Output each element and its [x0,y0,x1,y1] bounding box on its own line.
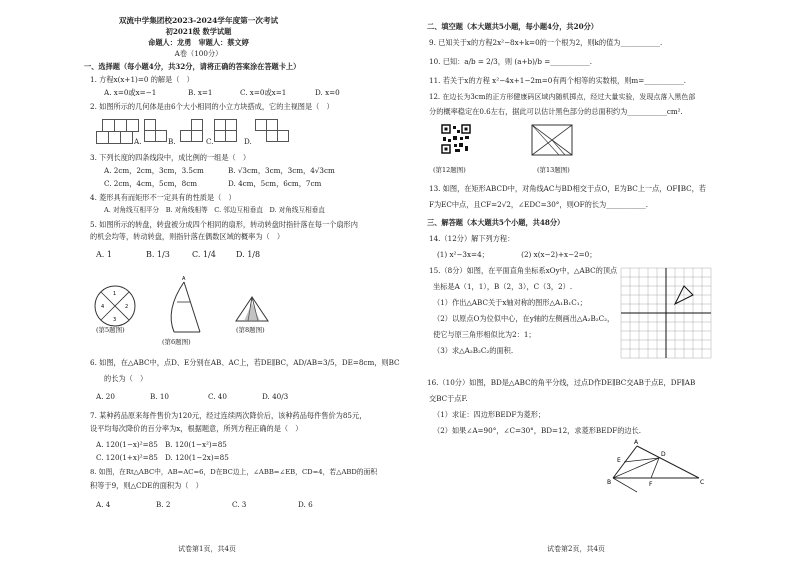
q16-label-a: A [634,439,639,446]
q16-line1: 16.（10分）如图，BD是△ABC的角平分线，过点D作DE∥BC交AB于点E，DF∥AB [427,378,696,387]
q15-line2: 坐标是A（1，1），B（2，3），C（3，2）. [433,282,573,291]
q3-option-d: D. 4cm，5cm，6cm，7cm [228,179,322,188]
q6-stem: 6. 如图，在△ABC中，点D、E分别在AB、AC上，若DE∥BC，AD/AB=3/5，DE=8cm，则BC [90,358,400,367]
q9-text: 9. 已知关于x的方程2x²−8x+k=0的一个根为2，则k的值为___________. [429,38,663,47]
q4-stem: 4. 菱形具有而矩形不一定具有的性质是（ ） [90,193,236,202]
q12-qr-code-figure [441,124,471,154]
q8-option-d: D. 6 [298,500,313,509]
q5-stem-line2: 的机会均等，转动转盘，则指针落在偶数区域的概率为（ ） [90,232,285,241]
q15-line5: 使它与原三角形相似比为2：1； [433,330,536,339]
q5-option-a: A. 1 [96,250,112,259]
q8-option-b: B. 2 [156,500,171,509]
q8-option-c: C. 3 [232,500,247,509]
q6-option-c: C. 40 [208,392,227,401]
q3-option-a: A. 2cm，2cm，3cm，3.5cm [104,166,204,175]
q1-option-a: A. x=0或x=−1 [104,88,157,97]
section2-title: 二、填空题（本大题共5小题，每小题4分，共20分） [427,22,598,31]
q10-text: 10. 已知：a/b = 2/3，则 (a+b)/b =___________. [429,57,593,66]
svg-text:4: 4 [101,304,105,310]
q5-option-d: D. 1/8 [236,250,261,259]
svg-text:2: 2 [125,304,129,310]
q7-options-cd: C. 120(1+x)²=85 D. 120(1−2x)=85 [96,453,229,462]
svg-text:A: A [182,276,186,282]
q15-line3: （1）作出△ABC关于x轴对称的图形△A₁B₁C₁； [433,298,587,307]
q6-triangle-figure [160,276,210,335]
q13-rectangle-figure [529,122,575,158]
right-page [397,0,794,561]
right-page-footer: 试卷第2页，共4页 [547,545,605,553]
q7-stem-line2: 设平均每次降价的百分率为x，根据题意，所列方程正确的是（ ） [90,424,303,433]
q2-option-c: C. [206,137,214,146]
svg-text:3: 3 [113,317,117,323]
q6-option-a: A. 20 [96,392,115,401]
q2-stem: 2. 如图所示的几何体是由6个大小相同的小立方块搭成，它的主视图是（ ） [90,102,334,111]
q13-line2: F为EC中点，且CF=2√2，∠EDC=30°，则OF的长为___________. [429,200,649,209]
q1-option-b: B. x=1 [188,88,213,97]
q16-rhombus-figure [607,440,707,495]
q6-option-d: D. 40/3 [262,392,289,401]
q16-line4: （2）如果∠A=90°，∠C=30°，BD=12，求菱形BEDF的边长. [433,426,642,435]
q14-text: 14.（12分）解下列方程： [429,234,515,243]
q3-option-c: C. 2cm，4cm，5cm，8cm [104,179,198,188]
q16-line3: （1）求证：四边形BEDF为菱形； [433,410,546,419]
q8-caption: (第8题图) [236,326,265,334]
q8-stem-line1: 8. 如图，在Rt△ABC中，AB=AC=6，D在BC边上，∠ABB=∠EB，CD=4，若△ABD的面积 [90,468,378,476]
q6-caption: (第6题图) [162,338,191,346]
q12-line2: 分的概率稳定在0.6左右，据此可以估计黑色部分的总面积约为___________cm². [429,107,683,116]
author-line: 命题人：龙勇 审题人：蔡文婷 [148,38,249,47]
q16-label-e: E [617,457,621,464]
q7-stem-line1: 7. 某种药品原来每件售价为120元，经过连续两次降价后，该种药品每件售价为85元， [90,411,367,420]
paper-label: A卷（100分） [174,49,223,58]
q15-line1: 15.（8分）如图，在平面直角坐标系xOy中，△ABC的顶点 [429,266,618,275]
q8-option-a: A. 4 [96,500,111,509]
section3-title: 三、解答题（本大题共5个小题，共48分） [427,218,565,227]
q16-label-f: F [649,481,653,488]
q15-coordinate-grid-figure [621,268,711,358]
q6-option-b: B. 10 [150,392,169,401]
q14-equations: (1) x²−3x=4； (2) x(x−2)+x−2=0； [437,250,597,259]
q7-options-ab: A. 120(1−x)²=85 B. 120(1−x²)=85 [96,440,227,449]
q13-caption: (第13题图) [537,166,570,174]
q1-option-d: D. x=0 [315,88,340,97]
q5-spinner-figure [92,283,138,329]
school-title: 双流中学集团校2023-2024学年度第一次考试 [118,16,279,25]
q4-options: A. 对角线互相平分 B. 对角线相等 C. 邻边互相垂直 D. 对角线互相垂直 [104,206,325,214]
q2-option-b: B. [168,137,176,146]
q3-option-b: B. √3cm，3cm，3cm，4√3cm [228,166,335,175]
q5-option-c: C. 1/4 [192,250,216,259]
grade-title: 初2021级 数学试题 [165,27,232,36]
q1-option-c: C. x=0或x=1 [240,88,287,97]
q16-label-d: D [661,451,666,458]
q2-option-d: D. [244,137,252,146]
q16-label-b: B [607,479,612,486]
section1-title: 一、选择题（每小题4分，共32分，请将正确的答案涂在答题卡上） [84,62,301,71]
q8-triangle-figure [232,295,272,325]
q12-caption: (第12题图) [433,166,466,174]
q11-text: 11. 若关于x的方程 x²−4x+1−2m=0有两个相等的实数根，则m=___________. [429,76,687,85]
q6-stem-line2: 的长为（ ） [104,374,148,383]
q16-line2: 交BC于点F. [429,394,468,403]
q1-stem: 1. 方程x(x+1)=0 的解是（ ） [90,75,194,84]
q15-line4: （2）以原点O为位似中心，在y轴的左侧画出△A₂B₂C₂， [433,314,615,323]
q5-stem-line1: 5. 如图所示的转盘，转盘被分成四个相同的扇形，转动转盘时指针落在每一个扇形内 [90,220,358,229]
q3-stem: 3. 下列长度的四条线段中，成比例的一组是（ ） [90,153,251,162]
q5-option-b: B. 1/3 [146,250,170,259]
left-page-footer: 试卷第1页，共4页 [178,545,236,553]
q13-line1: 13. 如图，在矩形ABCD中，对角线AC与BD相交于点O，E为BC上一点，OF∥BC，若 [429,184,706,193]
q5-caption: (第5题图) [96,326,125,334]
svg-text:1: 1 [113,291,117,297]
q12-line1: 12. 在边长为3cm的正方形健康码区域内随机掷点，经过大量实验，发现点落入黑色部 [429,93,696,101]
q8-stem-line2: 积等于9，则△CDE的面积为（ ） [90,481,203,490]
q15-line6: （3）求△A₂B₂C₂的面积. [433,346,514,355]
q2-option-a: A. [134,137,142,146]
q16-label-c: C [700,479,705,486]
